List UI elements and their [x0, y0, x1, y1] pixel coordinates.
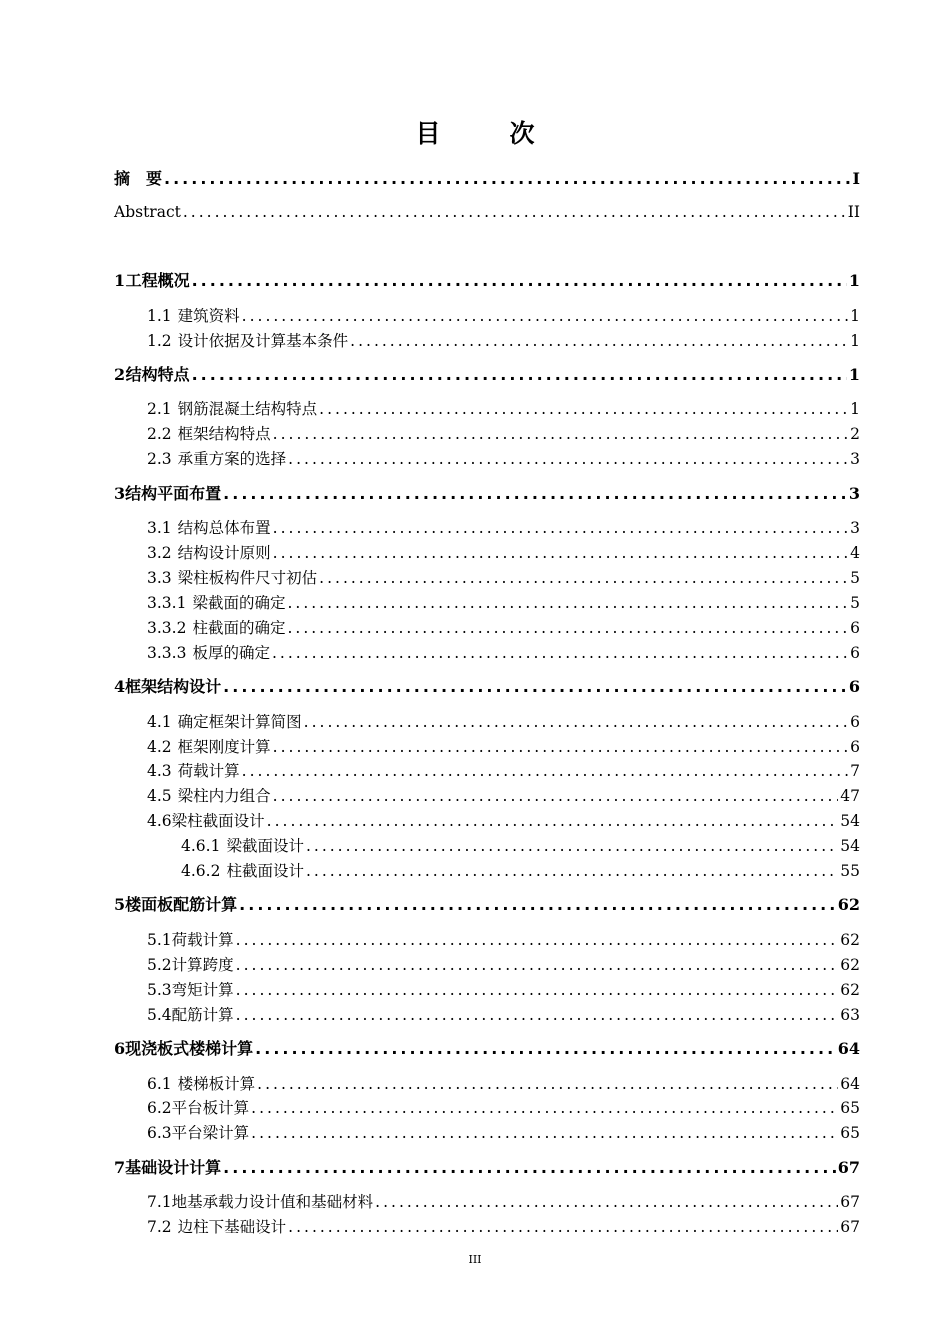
toc-section-number: 4.5: [147, 787, 172, 805]
toc-chapter-number: 5: [114, 895, 126, 914]
toc-section-number: 6.3: [147, 1124, 172, 1142]
toc-leader: [192, 270, 847, 292]
toc-page-number: 1: [850, 307, 860, 325]
toc-section[interactable]: [147, 448, 860, 470]
toc-section[interactable]: [147, 785, 860, 807]
toc-entry-label: Abstract: [114, 203, 181, 221]
toc-section[interactable]: [147, 1191, 860, 1213]
toc-section-title: 确定框架计算简图: [177, 713, 302, 731]
toc-entry-abstract-cn[interactable]: [114, 168, 860, 190]
toc-chapter[interactable]: [114, 270, 860, 292]
toc-leader: [267, 810, 839, 832]
toc-section-number: 2.1: [147, 400, 172, 418]
toc-section-title: 板厚的确定: [192, 644, 270, 662]
toc-chapter-title: 楼面板配筋计算: [125, 895, 238, 914]
toc-section-number: 6.2: [147, 1099, 172, 1117]
toc-subsection[interactable]: [147, 592, 860, 614]
toc-leader: [273, 785, 839, 807]
toc-section-number: 4.6: [147, 812, 172, 830]
toc-chapter-title: 结构平面布置: [125, 484, 222, 503]
toc-leader: [223, 483, 847, 505]
toc-section-number: 4.6.2: [181, 862, 221, 880]
toc-page-number: 62: [840, 931, 860, 949]
toc-section[interactable]: [147, 398, 860, 420]
toc-leader: [319, 567, 848, 589]
toc-chapter[interactable]: [114, 894, 860, 916]
toc-section-number: 4.3: [147, 762, 172, 780]
toc-section-number: 7.1: [147, 1193, 172, 1211]
toc-leader: [223, 1157, 836, 1179]
toc-section-number: 3.1: [147, 519, 172, 537]
toc-section[interactable]: [147, 1122, 860, 1144]
toc-section-title: 框架刚度计算: [177, 738, 271, 756]
toc-section-number: 5.3: [147, 981, 172, 999]
toc-chapter-title: 基础设计计算: [125, 1158, 222, 1177]
toc-page-number: 64: [840, 1075, 860, 1093]
toc-section-title: 钢筋混凝土结构特点: [177, 400, 318, 418]
toc-section-title: 梁柱板构件尺寸初估: [177, 569, 318, 587]
toc-leader: [273, 517, 848, 539]
toc-section-number: 5.2: [147, 956, 172, 974]
toc-chapter-number: 1: [114, 271, 126, 290]
toc-page-number: 67: [837, 1158, 860, 1177]
toc-chapter-title: 工程概况: [125, 271, 190, 290]
toc-entry-abstract-en[interactable]: [114, 201, 860, 223]
toc-page-number: 6: [848, 677, 860, 696]
toc-page-number: 3: [850, 450, 860, 468]
toc-leader: [251, 1122, 838, 1144]
toc-section-number: 5.1: [147, 931, 172, 949]
toc-chapter[interactable]: [114, 1157, 860, 1179]
toc-chapter-number: 2: [114, 365, 126, 384]
toc-page-number: 5: [850, 594, 860, 612]
toc-leader: [236, 954, 839, 976]
toc-section-title: 荷载计算: [171, 931, 234, 949]
toc-chapter-title: 现浇板式楼梯计算: [125, 1039, 254, 1058]
toc-leader: [304, 711, 848, 733]
toc-page-number: 6: [850, 738, 860, 756]
toc-section-title: 地基承载力设计值和基础材料: [171, 1193, 374, 1211]
toc-section-title: 配筋计算: [171, 1006, 234, 1024]
toc-section-number: 2.3: [147, 450, 172, 468]
toc-leader: [273, 736, 848, 758]
toc-page-number: 1: [850, 332, 860, 350]
toc-page-number: 54: [840, 812, 860, 830]
toc-leader: [223, 676, 847, 698]
toc-chapter[interactable]: [114, 364, 860, 386]
toc-leader: [242, 760, 848, 782]
toc-section-title: 边柱下基础设计: [177, 1218, 287, 1236]
toc-leader: [236, 979, 839, 1001]
toc-chapter[interactable]: [114, 483, 860, 505]
toc-section-title: 建筑资料: [177, 307, 240, 325]
toc-page-number: 1: [850, 400, 860, 418]
toc-section-title: 柱截面设计: [226, 862, 304, 880]
toc-page-number: 1: [848, 365, 860, 384]
toc-section[interactable]: [147, 305, 860, 327]
toc-section-number: 4.6.1: [181, 837, 221, 855]
toc-subsection[interactable]: [181, 860, 860, 882]
toc-section[interactable]: [147, 517, 860, 539]
toc-section-number: 2.2: [147, 425, 172, 443]
toc-section[interactable]: [147, 736, 860, 758]
toc-section-number: 3.2: [147, 544, 172, 562]
toc-section-title: 柱截面的确定: [192, 619, 286, 637]
toc-section[interactable]: [147, 979, 860, 1001]
toc-page-number: 54: [840, 837, 860, 855]
toc-chapter-title: 框架结构设计: [125, 677, 222, 696]
toc-leader: [375, 1191, 838, 1213]
toc-leader: [242, 305, 848, 327]
toc-section-title: 结构总体布置: [177, 519, 271, 537]
page-title: 目 次: [415, 119, 557, 148]
toc-leader: [273, 542, 848, 564]
toc-section[interactable]: [147, 929, 860, 951]
toc-section-title: 承重方案的选择: [177, 450, 287, 468]
toc-page-number: 67: [840, 1218, 860, 1236]
toc-section-title: 平台梁计算: [171, 1124, 250, 1142]
toc-section-title: 弯矩计算: [171, 981, 234, 999]
toc-section[interactable]: [147, 1004, 860, 1026]
toc-page-number: 6: [850, 713, 860, 731]
toc-section-number: 4.2: [147, 738, 172, 756]
toc-section-number: 7.2: [147, 1218, 172, 1236]
toc-section[interactable]: [147, 423, 860, 445]
toc-page-number: 55: [840, 862, 860, 880]
toc-leader: [287, 617, 848, 639]
toc-section-number: 3.3.2: [147, 619, 187, 637]
toc-page-number: 64: [837, 1039, 860, 1058]
page-number: III: [468, 1253, 482, 1266]
toc-section-title: 计算跨度: [171, 956, 234, 974]
toc-leader: [236, 1004, 839, 1026]
toc-leader: [255, 1038, 836, 1060]
toc-section-title: 梁截面设计: [226, 837, 304, 855]
toc-subsection[interactable]: [181, 835, 860, 857]
toc-leader: [257, 1073, 838, 1095]
toc-section-number: 1.1: [147, 307, 172, 325]
toc-page-number: 6: [850, 619, 860, 637]
toc-leader: [288, 448, 848, 470]
toc-page-number: 1: [848, 271, 860, 290]
toc-leader: [350, 330, 848, 352]
toc-leader: [164, 168, 851, 190]
toc-page-number: 4: [850, 544, 860, 562]
toc-page-number: 65: [840, 1124, 860, 1142]
toc-leader: [273, 423, 848, 445]
toc-section-title: 荷载计算: [177, 762, 240, 780]
toc-section-title: 设计依据及计算基本条件: [177, 332, 349, 350]
toc-section[interactable]: [147, 1097, 860, 1119]
toc-leader: [287, 592, 848, 614]
toc-section-title: 框架结构特点: [177, 425, 271, 443]
toc-page-number: 2: [850, 425, 860, 443]
toc-page-number: II: [847, 203, 860, 221]
toc-chapter-number: 7: [114, 1158, 126, 1177]
toc-section[interactable]: [147, 954, 860, 976]
toc-leader: [319, 398, 848, 420]
toc-section[interactable]: [147, 760, 860, 782]
toc-section[interactable]: [147, 567, 860, 589]
toc-section[interactable]: [147, 810, 860, 832]
toc-chapter[interactable]: [114, 1038, 860, 1060]
toc-page-number: 65: [840, 1099, 860, 1117]
toc-section-title: 结构设计原则: [177, 544, 271, 562]
toc-section-title: 平台板计算: [171, 1099, 250, 1117]
toc-leader: [239, 894, 836, 916]
toc-section-number: 1.2: [147, 332, 172, 350]
toc-section[interactable]: [147, 542, 860, 564]
toc-entry-label: 摘 要: [114, 169, 163, 188]
toc-leader: [251, 1097, 838, 1119]
toc-section[interactable]: [147, 330, 860, 352]
toc-leader: [288, 1216, 838, 1238]
toc-section-title: 梁柱截面设计: [171, 812, 265, 830]
toc-page-number: 47: [840, 787, 860, 805]
toc-section-title: 梁柱内力组合: [177, 787, 271, 805]
toc-page-number: 3: [848, 484, 860, 503]
toc-section-number: 3.3: [147, 569, 172, 587]
toc-leader: [306, 835, 838, 857]
toc-subsection[interactable]: [147, 642, 860, 664]
toc-page-number: 6: [850, 644, 860, 662]
toc-subsection[interactable]: [147, 617, 860, 639]
toc-section[interactable]: [147, 1073, 860, 1095]
toc-chapter-number: 6: [114, 1039, 126, 1058]
toc-leader: [272, 642, 848, 664]
toc-leader: [236, 929, 839, 951]
toc-leader: [183, 201, 846, 223]
toc-leader: [306, 860, 838, 882]
toc-section-number: 4.1: [147, 713, 172, 731]
toc-chapter[interactable]: [114, 676, 860, 698]
toc-page-number: 5: [850, 569, 860, 587]
toc-page-number: 63: [840, 1006, 860, 1024]
toc-section-number: 5.4: [147, 1006, 172, 1024]
toc-section-number: 6.1: [147, 1075, 172, 1093]
toc-section-title: 梁截面的确定: [192, 594, 286, 612]
toc-section[interactable]: [147, 711, 860, 733]
toc-leader: [192, 364, 847, 386]
toc-section-title: 楼梯板计算: [177, 1075, 256, 1093]
toc-page-number: 62: [840, 981, 860, 999]
toc-page-number: 62: [837, 895, 860, 914]
toc-page-number: 7: [850, 762, 860, 780]
toc-section-number: 3.3.3: [147, 644, 187, 662]
toc-chapter-title: 结构特点: [125, 365, 190, 384]
toc-section[interactable]: [147, 1216, 860, 1238]
toc-chapter-number: 4: [114, 677, 126, 696]
toc-page-number: 62: [840, 956, 860, 974]
toc-page-number: 3: [850, 519, 860, 537]
toc-page-number: I: [852, 169, 860, 188]
toc-page-number: 67: [840, 1193, 860, 1211]
toc-section-number: 3.3.1: [147, 594, 187, 612]
toc-chapter-number: 3: [114, 484, 126, 503]
